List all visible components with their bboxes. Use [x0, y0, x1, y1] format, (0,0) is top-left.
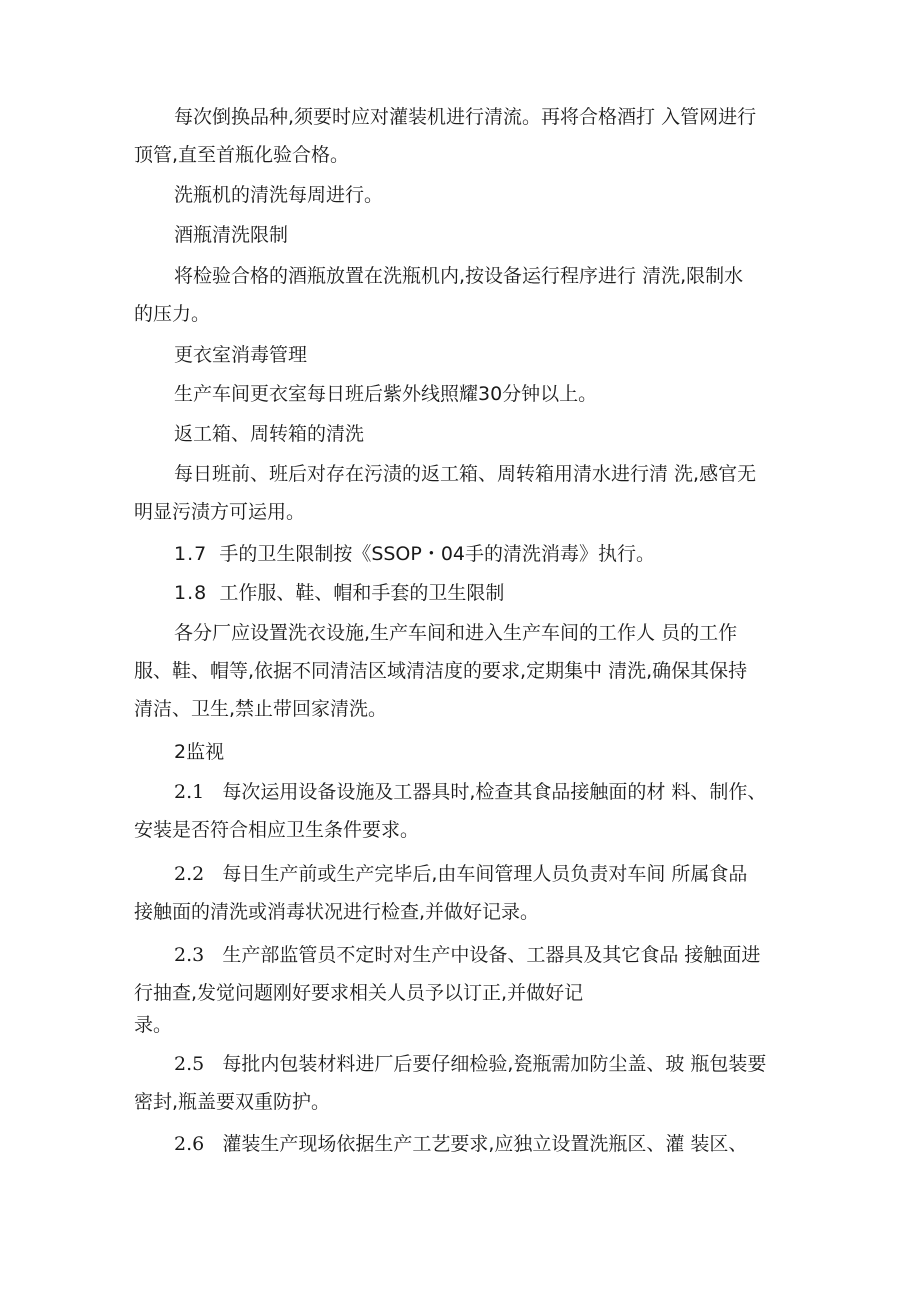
section-text: 手的卫生限制按《SSOP・04手的清洗消毒》执行。 [219, 543, 656, 565]
text-line: 录。 [134, 1014, 173, 1036]
text-line: 清洁、卫生,禁止带回家清洗。 [134, 698, 388, 720]
paragraph-washer-weekly [134, 176, 798, 214]
text-line: 服、鞋、帽等,依据不同清洁区域清洁度的要求,定期集中 清洗,确保其保持 [134, 660, 748, 682]
text-line: 酒瓶清洗限制 [174, 224, 289, 246]
section-2-1 [134, 773, 798, 849]
heading-bottle-cleaning [134, 216, 798, 254]
section-number: 1.7 [174, 543, 208, 565]
section-2-6 [134, 1125, 798, 1163]
section-number: 2.6 [174, 1133, 205, 1155]
heading-box-cleaning [134, 415, 798, 453]
section-text: 工作服、鞋、帽和手套的卫生限制 [219, 582, 505, 604]
text-line: 行抽查,发觉问题刚好要求相关人员予以订正,并做好记 [134, 982, 584, 1004]
section-text: 每批内包装材料进厂后要仔细检验,瓷瓶需加防尘盖、玻 瓶包装要 [222, 1053, 767, 1075]
section-2-3 [134, 936, 798, 1012]
section-number: 2.5 [174, 1053, 205, 1075]
text-line: 明显污渍方可运用。 [134, 501, 306, 523]
section-1-7 [134, 535, 798, 573]
section-2-2 [134, 855, 798, 931]
section-number: 1.8 [174, 582, 208, 604]
text-line: 的压力。 [134, 303, 211, 325]
heading-monitoring [134, 733, 798, 771]
paragraph-filler-cleaning [134, 98, 798, 174]
section-2-5 [134, 1045, 798, 1121]
section-text: 每次运用设备设施及工器具时,检查其食品接触面的材 料、制作、 [222, 781, 767, 803]
paragraph-locker-room [134, 375, 798, 413]
text-line: 2监视 [174, 741, 225, 763]
section-text: 每日生产前或生产完毕后,由车间管理人员负责对车间 所属食品 [222, 863, 748, 885]
section-1-8 [134, 574, 798, 612]
text-line: 密封,瓶盖要双重防护。 [134, 1091, 331, 1113]
text-line: 接触面的清洗或消毒状况进行检查,并做好记录。 [134, 901, 540, 923]
section-number: 2.2 [174, 863, 205, 885]
paragraph-bottle-cleaning [134, 257, 798, 333]
section-number: 2.1 [174, 781, 205, 803]
text-line: 每次倒换品种,须要时应对灌装机进行清流。再将合格酒打 入管网进行 [174, 106, 757, 128]
text-line: 更衣室消毒管理 [174, 344, 308, 366]
text-line: 每日班前、班后对存在污渍的返工箱、周转箱用清水进行清 洗,感官无 [174, 463, 757, 485]
text-line: 返工箱、周转箱的清洗 [174, 423, 365, 445]
paragraph-laundry [134, 614, 798, 728]
section-text: 灌装生产现场依据生产工艺要求,应独立设置洗瓶区、灌 装区、 [222, 1133, 748, 1155]
paragraph-record-continuation [134, 1006, 798, 1044]
text-line: 安装是否符合相应卫生条件要求。 [134, 819, 420, 841]
paragraph-box-cleaning [134, 455, 798, 531]
section-number: 2.3 [174, 944, 205, 966]
text-line: 将检验合格的酒瓶放置在洗瓶机内,按设备运行程序进行 清洗,限制水 [174, 265, 744, 287]
text-line: 各分厂应设置洗衣设施,生产车间和进入生产车间的工作人 员的工作 [174, 622, 738, 644]
heading-locker-room [134, 336, 798, 374]
text-line: 顶管,直至首瓶化验合格。 [134, 144, 350, 166]
section-text: 生产部监管员不定时对生产中设备、工器具及其它食品 接触面进 [222, 944, 761, 966]
text-line: 洗瓶机的清洗每周进行。 [174, 184, 384, 206]
text-line: 生产车间更衣室每日班后紫外线照耀30分钟以上。 [174, 383, 598, 405]
